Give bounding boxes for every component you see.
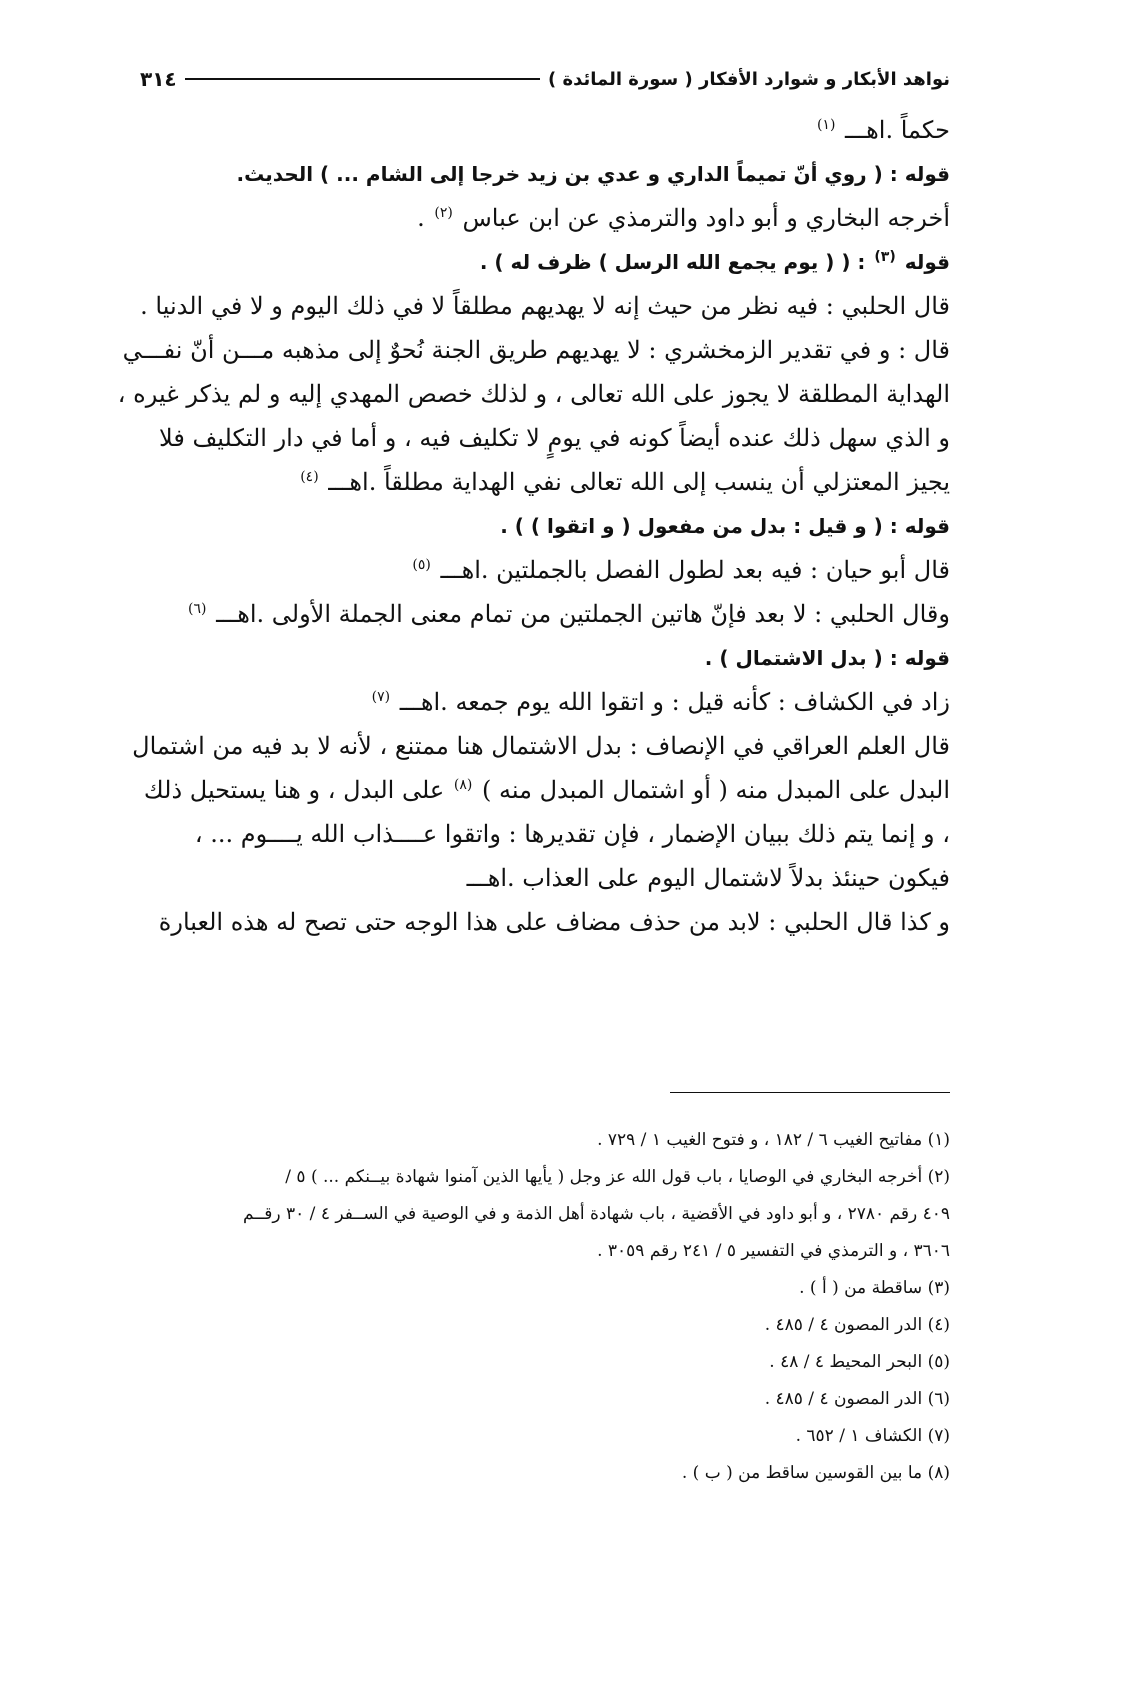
line-text: وقال الحلبي : لا بعد فإنّ هاتين الجملتين من تمام معنى الجملة الأولى .اهـــ <box>216 600 950 628</box>
running-head-title: نواهد الأبكار و شوارد الأفكار ( سورة المائدة ) <box>547 68 950 90</box>
heading-line <box>140 504 950 548</box>
heading-line <box>140 636 950 680</box>
footnotes <box>140 1122 950 1492</box>
text-line <box>140 900 950 944</box>
page-number: ٣١٤ <box>140 67 177 91</box>
line-text: يجيز المعتزلي أن ينسب إلى الله تعالى نفي الهداية مطلقاً .اهـــ <box>328 468 950 496</box>
text-line <box>140 284 950 328</box>
footnote-line: (٢) أخرجه البخاري في الوصايا ، باب قول الله عز وجل ( يأيها الذين آمنوا شهادة بيــنكم ... ) ٥ / <box>285 1167 950 1187</box>
footnote-line: (٣) ساقطة من ( أ ) . <box>799 1278 950 1298</box>
text-line <box>132 724 950 768</box>
line-text: . <box>417 204 425 232</box>
line-text: زاد في الكشاف : كأنه قيل : و اتقوا الله يوم جمعه .اهـــ <box>399 688 950 716</box>
footnote-ref: (٥) <box>412 557 431 573</box>
body-text <box>117 108 950 944</box>
text-line <box>140 768 950 812</box>
line-text: قوله <box>904 250 950 274</box>
heading-line <box>140 152 950 196</box>
text-line <box>140 680 950 724</box>
text-line <box>140 856 950 900</box>
footnote-ref: (٣) <box>874 249 896 266</box>
line-text: : ( ( يوم يجمع الله الرسل ) ظرف له ) . <box>479 250 866 274</box>
line-text: ، و إنما يتم ذلك ببيان الإضمار ، فإن تقديرها : واتقوا عــــذاب الله يــــوم ... ، <box>194 820 950 848</box>
line-text: أخرجه البخاري و أبو داود والترمذي عن ابن عباس <box>462 204 950 232</box>
text-line <box>140 108 950 152</box>
text-line <box>140 460 950 504</box>
footnote-line: ٤٠٩ رقم ٢٧٨٠ ، و أبو داود في الأقضية ، باب شهادة أهل الذمة و في الوصية في الســفر ٤ / ٣٠ رقــم <box>243 1204 950 1224</box>
line-text: على البدل ، و هنا يستحيل ذلك <box>143 776 445 804</box>
text-line <box>140 196 950 240</box>
line-text: قال : و في تقدير الزمخشري : لا يهديهم طريق الجنة نُحوٌ إلى مذهبه مـــن أنّ نفـــي <box>122 336 950 364</box>
footnote-line: (٦) الدر المصون ٤ / ٤٨٥ . <box>764 1389 950 1409</box>
line-text: قال الحلبي : فيه نظر من حيث إنه لا يهديهم مطلقاً لا في ذلك اليوم و لا في الدنيا . <box>140 292 950 320</box>
line-text: حكماً .اهـــ <box>845 116 950 144</box>
footnote-ref: (١) <box>816 117 836 133</box>
header-rule <box>185 78 540 80</box>
footnote-ref: (٧) <box>371 689 391 705</box>
footnote-ref: (٨) <box>453 777 473 793</box>
text-line <box>140 592 950 636</box>
line-text: و الذي سهل ذلك عنده أيضاً كونه في يومٍ لا تكليف فيه ، و أما في دار التكليف فلا <box>159 424 950 452</box>
footnote-line: (١) مفاتيح الغيب ٦ / ١٨٢ ، و فتوح الغيب ١ / ٧٢٩ . <box>597 1130 950 1150</box>
line-text: فيكون حينئذ بدلاً لاشتمال اليوم على العذاب .اهـــ <box>466 864 950 892</box>
footnote-line: (٤) الدر المصون ٤ / ٤٨٥ . <box>764 1315 950 1335</box>
text-line <box>140 812 950 856</box>
text-line <box>117 372 950 416</box>
text-line <box>122 328 950 372</box>
line-text: قوله : ( و قيل : بدل من مفعول ( و اتقوا ) ) . <box>500 514 950 538</box>
line-text: قوله : ( بدل الاشتمال ) . <box>704 646 950 670</box>
footnote-line: (٥) البحر المحيط ٤ / ٤٨ . <box>769 1352 950 1372</box>
footnote-line: (٧) الكشاف ١ / ٦٥٢ . <box>795 1426 950 1446</box>
heading-line <box>140 240 950 284</box>
line-text: و كذا قال الحلبي : لابد من حذف مضاف على هذا الوجه حتى تصح له هذه العبارة <box>158 908 950 936</box>
line-text: قال أبو حيان : فيه بعد لطول الفصل بالجملتين .اهـــ <box>440 556 950 584</box>
footnote-line: (٨) ما بين القوسين ساقط من ( ب ) . <box>681 1463 950 1483</box>
running-head <box>140 64 950 94</box>
text-line <box>140 416 950 460</box>
footnote-ref: (٤) <box>300 469 319 485</box>
footnote-ref: (٦) <box>187 601 207 617</box>
footnote-ref: (٢) <box>434 205 453 221</box>
footnote-line: ٣٦٠٦ ، و الترمذي في التفسير ٥ / ٢٤١ رقم ٣٠٥٩ . <box>597 1241 950 1261</box>
line-text: الهداية المطلقة لا يجوز على الله تعالى ، و لذلك خصص المهدي إليه و لم يذكر غيره ، <box>117 380 950 408</box>
footnote-separator <box>670 1092 950 1093</box>
line-text: البدل على المبدل منه ( أو اشتمال المبدل منه ) <box>481 776 950 804</box>
line-text: قوله : ( روي أنّ تميماً الداري و عدي بن زيد خرجا إلى الشام ... ) الحديث. <box>236 162 950 186</box>
line-text: قال العلم العراقي في الإنصاف : بدل الاشتمال هنا ممتنع ، لأنه لا بد فيه من اشتمال <box>132 732 950 760</box>
text-line <box>140 548 950 592</box>
